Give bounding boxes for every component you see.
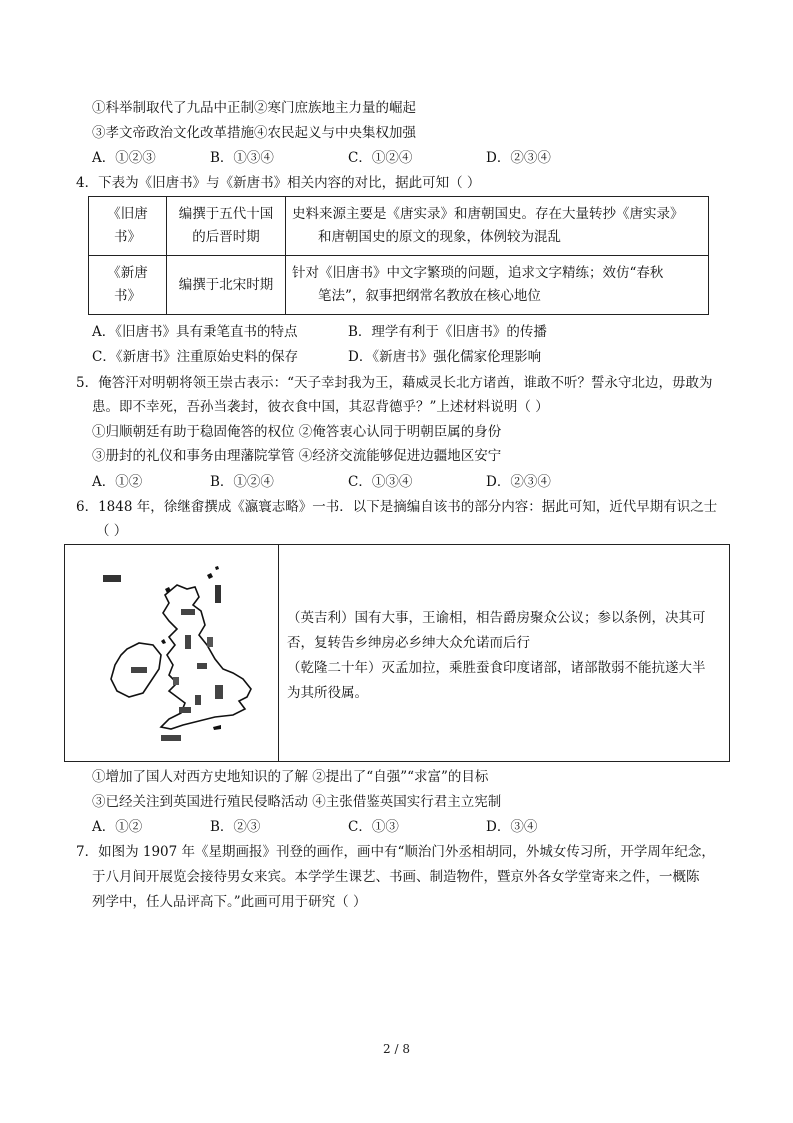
- q7-stem-line-2: 于八月间开展览会接待男女来宾。本学学生课艺、书画、制造物件，暨京外各女学堂寄来之件，一概陈: [92, 869, 700, 885]
- q5-stem-line-1: 5．俺答汗对明朝将领王崇古表示：“天子幸封我为王，藉威灵长北方诸酋，谁敢不听？誓永守北边，毋敢为: [76, 375, 713, 391]
- table-cell-content: 针对《旧唐书》中文字繁琐的问题，追求文字精练；效仿“春秋 笔法”，叙事把纲常名教放在核心地位: [286, 256, 709, 315]
- table-row: [89, 256, 709, 315]
- british-isles-map: [65, 545, 279, 761]
- q6-statement-2: ③已经关注到英国进行殖民侵略活动 ④主张借鉴英国实行君主立宪制: [92, 794, 502, 810]
- q6-stem-line-1: 6．1848 年，徐继畬撰成《瀛寰志略》一书．以下是摘编自该书的部分内容：据此可知，近代早期有识之士: [76, 499, 718, 515]
- page-number: 2 / 8: [383, 1042, 410, 1056]
- q6-option-d: D．③④: [486, 819, 538, 835]
- table-cell-book: 《旧唐 书》: [89, 197, 167, 256]
- map-illustration: [65, 545, 277, 761]
- table-cell-period: 编撰于北宋时期: [167, 256, 286, 315]
- q4-stem: 4．下表为《旧唐书》与《新唐书》相关内容的对比，据此可知（ ）: [76, 175, 481, 191]
- table-cell-period: 编撰于五代十国 的后晋时期: [167, 197, 286, 256]
- q7-stem-line-3: 列学中，任人品评高下。”此画可用于研究（ ）: [92, 894, 367, 910]
- q6-quote: （英吉利）国有大事，王谕相，相告爵房聚众公议；参以条例，决其可 否，复转告乡绅房必乡绅大众允诺而后行 （乾隆二十年）灭孟加拉，乘胜蚕食印度诸部，诸部散弱不能抗遂大半 为其所役属。: [287, 610, 706, 701]
- q4-option-d: D．《新唐书》强化儒家伦理影响: [348, 349, 542, 365]
- q5-option-a: A．①②: [92, 474, 143, 490]
- q6-option-a: A．①②: [92, 819, 143, 835]
- q7-stem-line-1: 7．如图为 1907 年《星期画报》刊登的画作，画中有“顺治门外丞相胡同，外城女传习所，开学周年纪念，: [76, 844, 715, 860]
- q4-option-a: A．《旧唐书》具有秉笔直书的特点: [92, 324, 298, 340]
- table-cell-content: 史料来源主要是《唐实录》和唐朝国史。存在大量转抄《唐实录》 和唐朝国史的原文的现象，体例较为混乱: [286, 197, 709, 256]
- q5-option-d: D．②③④: [486, 474, 551, 490]
- q6-option-b: B．②③: [210, 819, 261, 835]
- q6-stem-line-2: （ ）: [96, 523, 128, 539]
- q5-statement-1: ①归顺朝廷有助于稳固俺答的权位 ②俺答衷心认同于明朝臣属的身份: [92, 424, 502, 440]
- q4-option-b: B．理学有利于《旧唐书》的传播: [348, 324, 547, 340]
- q3-statement-1: ①科举制取代了九品中正制②寒门庶族地主力量的崛起: [92, 100, 416, 116]
- q6-statement-1: ①增加了国人对西方史地知识的了解 ②提出了“自强”“求富”的目标: [92, 769, 489, 785]
- q3-option-c: C．①②④: [348, 150, 413, 166]
- table-cell-book: 《新唐 书》: [89, 256, 167, 315]
- q6-option-c: C．①③: [348, 819, 399, 835]
- q5-option-b: B．①②④: [210, 474, 274, 490]
- q4-option-c: C．《新唐书》注重原始史料的保存: [92, 349, 299, 365]
- q3-option-b: B．①③④: [210, 150, 274, 166]
- q3-option-d: D．②③④: [486, 150, 551, 166]
- q5-stem-line-2: 患。即不幸死，吾孙当袭封，彼衣食中国，其忍背德乎？”上述材料说明（ ）: [92, 399, 549, 415]
- q4-comparison-table: [88, 196, 709, 315]
- q3-statement-2: ③孝文帝政治文化改革措施④农民起义与中央集权加强: [92, 125, 416, 141]
- q3-option-a: A．①②③: [92, 150, 156, 166]
- q5-statement-2: ③册封的礼仪和事务由理藩院掌管 ④经济交流能够促进边疆地区安宁: [92, 448, 502, 464]
- q5-option-c: C．①③④: [348, 474, 413, 490]
- table-row: [89, 197, 709, 256]
- q6-material-box: [64, 544, 730, 762]
